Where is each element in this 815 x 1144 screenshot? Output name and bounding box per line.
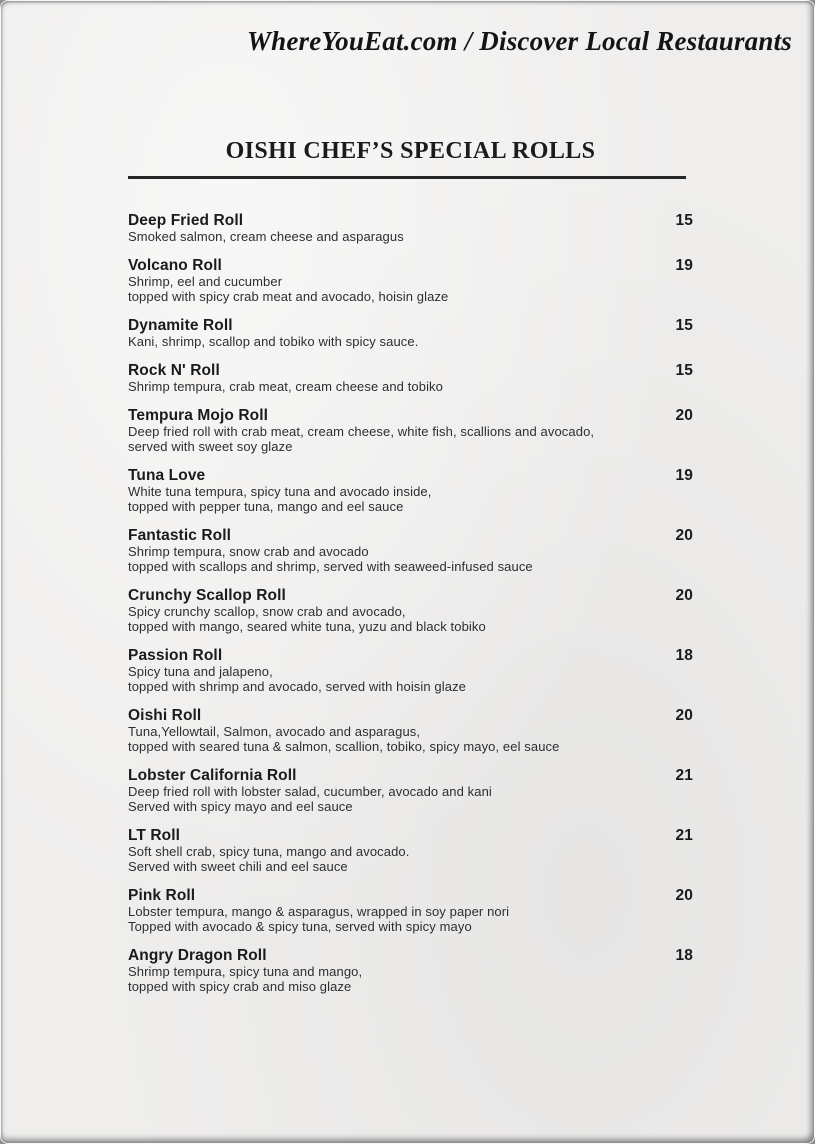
menu-item: [128, 887, 693, 934]
menu-section: [128, 138, 693, 1007]
menu-item: [128, 212, 693, 244]
item-price: 18: [675, 647, 693, 664]
item-name: Lobster California Roll: [128, 767, 297, 784]
menu-item: [128, 947, 693, 994]
item-name: Dynamite Roll: [128, 317, 233, 334]
item-description-line: White tuna tempura, spicy tuna and avocado inside,: [128, 484, 432, 499]
item-description-line: served with sweet soy glaze: [128, 439, 293, 454]
item-price: 15: [675, 362, 693, 379]
item-description-line: Tuna,Yellowtail, Salmon, avocado and asparagus,: [128, 724, 421, 739]
menu-item: [128, 587, 693, 634]
menu-item-header: [128, 467, 693, 484]
menu-item: [128, 827, 693, 874]
menu-item: [128, 317, 693, 349]
menu-item-header: [128, 317, 693, 334]
item-description: [128, 844, 693, 874]
item-price: 19: [675, 467, 693, 484]
item-description-line: Topped with avocado & spicy tuna, served with spicy mayo: [128, 919, 472, 934]
menu-item: [128, 527, 693, 574]
item-description-line: topped with pepper tuna, mango and eel sauce: [128, 499, 404, 514]
menu-item-header: [128, 587, 693, 604]
item-description-line: Lobster tempura, mango & asparagus, wrapped in soy paper nori: [128, 904, 510, 919]
item-description: [128, 274, 693, 304]
item-description: [128, 664, 693, 694]
menu-item-header: [128, 257, 693, 274]
item-name: Oishi Roll: [128, 707, 202, 724]
item-name: Angry Dragon Roll: [128, 947, 267, 964]
menu-item: [128, 707, 693, 754]
item-description-line: Spicy tuna and jalapeno,: [128, 664, 273, 679]
item-description: [128, 484, 693, 514]
item-name: LT Roll: [128, 827, 181, 844]
menu-item: [128, 362, 693, 394]
item-name: Passion Roll: [128, 647, 223, 664]
menu-item-header: [128, 827, 693, 844]
item-price: 20: [675, 527, 693, 544]
item-description: [128, 904, 693, 934]
item-description: [128, 964, 693, 994]
item-price: 20: [675, 887, 693, 904]
item-name: Tuna Love: [128, 467, 206, 484]
item-description-line: Shrimp tempura, spicy tuna and mango,: [128, 964, 363, 979]
item-description-line: Served with spicy mayo and eel sauce: [128, 799, 353, 814]
item-name: Fantastic Roll: [128, 527, 232, 544]
item-description: [128, 604, 693, 634]
item-description-line: Deep fried roll with crab meat, cream cheese, white fish, scallions and avocado,: [128, 424, 595, 439]
item-description-line: topped with spicy crab meat and avocado, hoisin glaze: [128, 289, 449, 304]
item-price: 21: [675, 827, 693, 844]
item-description-line: topped with mango, seared white tuna, yuzu and black tobiko: [128, 619, 486, 634]
item-name: Pink Roll: [128, 887, 196, 904]
item-description-line: Kani, shrimp, scallop and tobiko with spicy sauce.: [128, 334, 419, 349]
menu-item-header: [128, 947, 693, 964]
menu-item-header: [128, 707, 693, 724]
item-description: [128, 544, 693, 574]
site-header-text: WhereYouEat.com / Discover Local Restaurants: [246, 26, 792, 56]
item-description-line: Smoked salmon, cream cheese and asparagus: [128, 229, 404, 244]
item-description: [128, 724, 693, 754]
item-price: 20: [675, 587, 693, 604]
item-description-line: topped with shrimp and avocado, served with hoisin glaze: [128, 679, 467, 694]
item-price: 15: [675, 212, 693, 229]
item-description-line: Shrimp tempura, snow crab and avocado: [128, 544, 369, 559]
menu-item-header: [128, 767, 693, 784]
item-description-line: Shrimp tempura, crab meat, cream cheese and tobiko: [128, 379, 443, 394]
item-description: [128, 229, 693, 244]
menu-item: [128, 257, 693, 304]
menu-item-header: [128, 887, 693, 904]
item-description-line: topped with seared tuna & salmon, scallion, tobiko, spicy mayo, eel sauce: [128, 739, 560, 754]
item-name: Crunchy Scallop Roll: [128, 587, 286, 604]
item-description: [128, 379, 693, 394]
title-divider: [128, 176, 686, 179]
item-price: 20: [675, 407, 693, 424]
menu-item-header: [128, 362, 693, 379]
menu-item-header: [128, 407, 693, 424]
item-name: Rock N' Roll: [128, 362, 220, 379]
menu-item-header: [128, 212, 693, 229]
menu-item-header: [128, 647, 693, 664]
menu-item: [128, 647, 693, 694]
item-description-line: Spicy crunchy scallop, snow crab and avocado,: [128, 604, 406, 619]
item-description: [128, 334, 693, 349]
menu-item: [128, 407, 693, 454]
item-price: 20: [675, 707, 693, 724]
item-description: [128, 784, 693, 814]
item-name: Volcano Roll: [128, 257, 222, 274]
item-price: 15: [675, 317, 693, 334]
menu-item: [128, 767, 693, 814]
item-description: [128, 424, 693, 454]
item-price: 21: [675, 767, 693, 784]
item-price: 19: [675, 257, 693, 274]
menu-item-header: [128, 527, 693, 544]
item-name: Tempura Mojo Roll: [128, 407, 269, 424]
item-name: Deep Fried Roll: [128, 212, 244, 229]
menu-item: [128, 467, 693, 514]
item-description-line: Shrimp, eel and cucumber: [128, 274, 283, 289]
item-description-line: Soft shell crab, spicy tuna, mango and avocado.: [128, 844, 410, 859]
item-description-line: Served with sweet chili and eel sauce: [128, 859, 348, 874]
item-description-line: topped with spicy crab and miso glaze: [128, 979, 352, 994]
item-description-line: topped with scallops and shrimp, served with seaweed-infused sauce: [128, 559, 533, 574]
menu-items-list: [128, 212, 693, 994]
item-description-line: Deep fried roll with lobster salad, cucumber, avocado and kani: [128, 784, 492, 799]
menu-title: OISHI CHEF’S SPECIAL ROLLS: [225, 138, 596, 164]
item-price: 18: [675, 947, 693, 964]
